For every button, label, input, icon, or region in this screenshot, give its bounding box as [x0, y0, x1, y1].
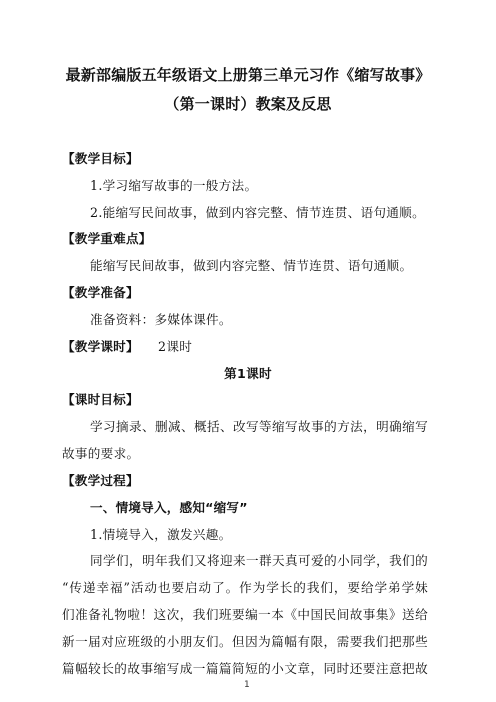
paragraph-line-1: 同学们，明年我们又将迎来一群天真可爱的小同学，我们的 — [90, 553, 428, 568]
step1-header: 一、情境导入，感知“缩写” — [90, 500, 248, 515]
paragraph-line-5: 篇幅较长的故事缩写成一篇篇简短的小文章，同时还要注意把故 — [62, 661, 428, 676]
paragraph-line-2: “传递幸福”活动也要启动了。作为学长的我们，要给学弟学妹 — [62, 580, 428, 595]
process-header: 【教学过程】 — [62, 473, 139, 488]
lesson-goal-header: 【课时目标】 — [62, 392, 139, 407]
class-hours-text: 2课时 — [158, 339, 193, 354]
preparation-text: 准备资料：多媒体课件。 — [90, 312, 232, 327]
paragraph-line-3: 们准备礼物啦！这次，我们班要编一本《中国民间故事集》送给 — [62, 607, 428, 622]
paragraph-line-4: 新一届对应班级的小朋友们。但因为篇幅有限，需要我们把那些 — [62, 634, 428, 649]
key-points-header: 【教学重难点】 — [62, 231, 152, 246]
lesson-goal-line-1: 学习摘录、删减、概括、改写等缩写故事的方法，明确缩写 — [90, 419, 428, 434]
document-title-line1: 最新部编版五年级语文上册第三单元习作《缩写故事》 — [65, 66, 431, 84]
document-title-line2: （第一课时）教案及反思 — [164, 95, 332, 113]
preparation-header: 【教学准备】 — [62, 285, 139, 300]
lesson-goal-line-2: 故事的要求。 — [62, 446, 140, 461]
key-points-text: 能缩写民间故事，做到内容完整、情节连贯、语句通顺。 — [90, 258, 413, 273]
class-hours-header: 【教学课时】 — [62, 339, 139, 354]
page-number: 1 — [244, 680, 250, 690]
goal-item-1: 1.学习缩写故事的一般方法。 — [90, 178, 258, 193]
step1-subheader: 1.情境导入，激发兴趣。 — [90, 527, 232, 542]
lesson-title: 第1课时 — [224, 366, 272, 381]
goal-item-2: 2.能缩写民间故事，做到内容完整、情节连贯、语句通顺。 — [90, 205, 425, 220]
goals-header: 【教学目标】 — [62, 151, 139, 166]
